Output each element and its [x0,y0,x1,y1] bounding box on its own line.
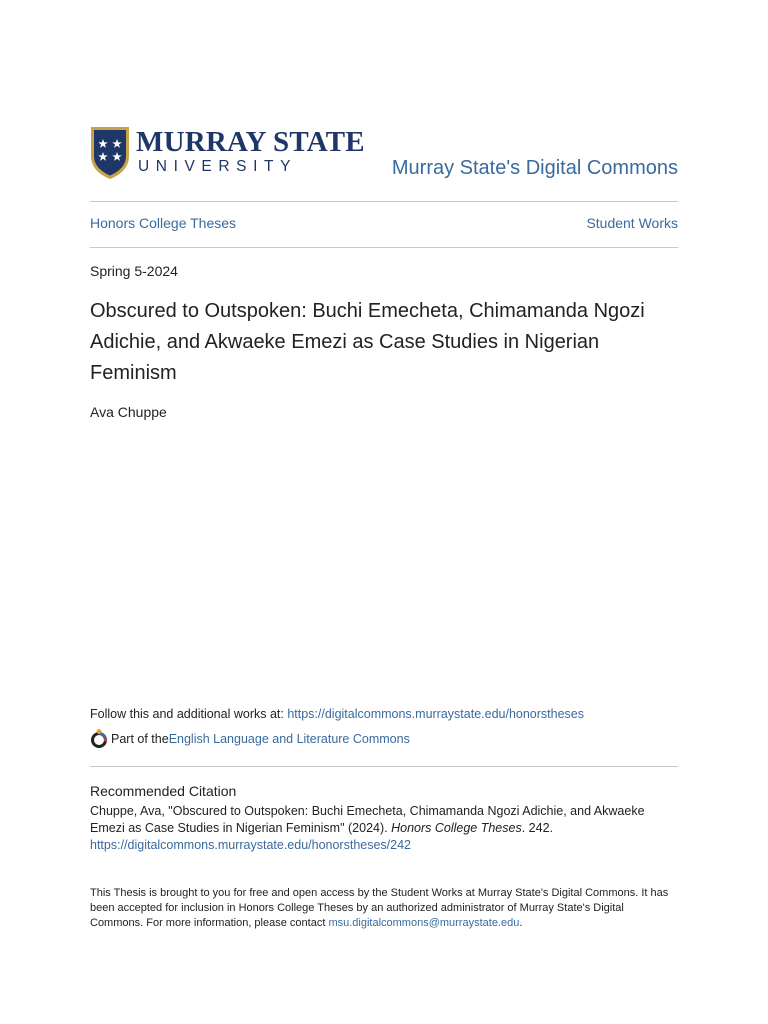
discipline-commons-link[interactable]: English Language and Literature Commons [168,732,410,746]
citation-series: Honors College Theses [391,821,522,835]
follow-label: Follow this and additional works at: [90,707,288,721]
citation-heading: Recommended Citation [90,783,237,799]
collection-link[interactable]: Honors College Theses [90,215,237,231]
logo-subtitle: UNIVERSITY [138,158,298,175]
document-title: Obscured to Outspoken: Buchi Emecheta, Chimamanda Ngozi Adichie, and Akwaeke Emezi as Case Studies in Nigerian Feminism [90,300,645,384]
author-name: Ava Chuppe [90,404,167,420]
follow-url-link[interactable]: https://digitalcommons.murraystate.edu/honorstheses [287,707,585,721]
divider [90,766,678,767]
notice-end: . [519,917,523,929]
publication-date: Spring 5-2024 [90,263,178,279]
access-notice [90,886,680,931]
citation-url-link[interactable]: https://digitalcommons.murraystate.edu/honorstheses/242 [90,838,412,852]
header [90,126,678,184]
part-of-line [90,729,410,749]
citation-number: . 242. [521,821,553,835]
follow-line [90,707,584,721]
breadcrumb-nav [90,201,678,248]
shield-stars-icon [90,126,130,180]
network-commons-icon [90,729,108,749]
citation-text: Chuppe, Ava, "Obscured to Outspoken: Buchi Emecheta, Chimamanda Ngozi Adichie, and Akwaeke Emezi as Case Studies in Nigerian Feminism" (2024). [90,804,645,835]
logo-wordmark: MURRAY STATE [136,126,365,158]
repository-link[interactable]: Murray State's Digital Commons [391,157,678,179]
university-logo[interactable] [90,126,365,180]
contact-email-link[interactable]: msu.digitalcommons@murraystate.edu [328,917,520,929]
student-works-link[interactable]: Student Works [586,215,678,231]
citation-body [90,803,680,854]
part-of-label: Part of the [111,732,169,746]
notice-text: This Thesis is brought to you for free and open access by the Student Works at Murray State's Digital Commons. It has been accepted for inclusion in Honors College Theses by an authorized administrator of Murray State's Digital Commons. For more information, please contact [90,887,669,929]
